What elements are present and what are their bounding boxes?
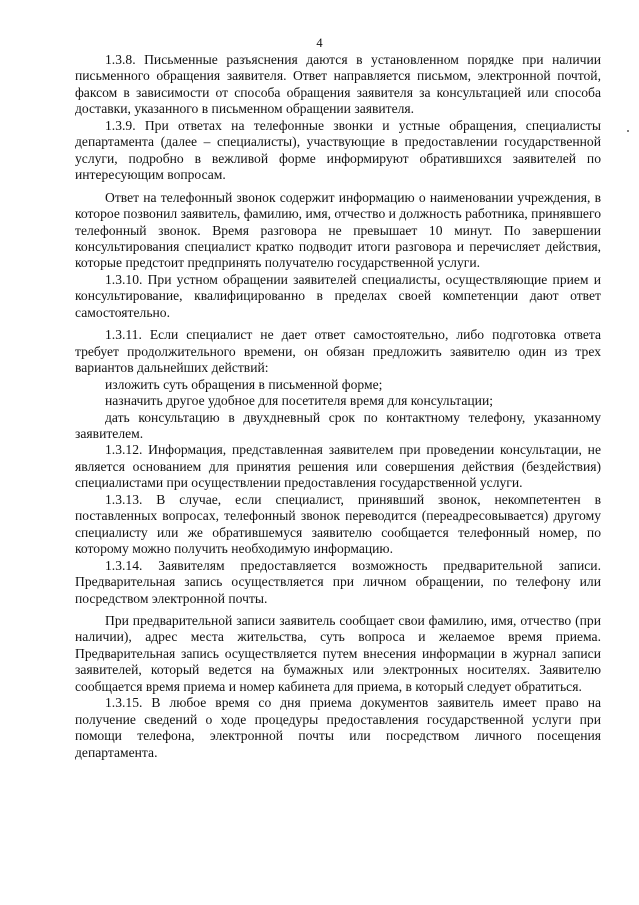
paragraph-1-3-13: 1.3.13. В случае, если специалист, принявший звонок, некомпетентен в поставленных вопросах, телефонный звонок переводится (переадресовывается) другому специалисту или же обратившемуся заявителю сообщается телефонный номер, по которому можно получить необходимую информацию. xyxy=(75,491,601,557)
list-item-other-time: назначить другое удобное для посетителя время для консультации; xyxy=(105,393,494,409)
document-body xyxy=(75,52,601,761)
paragraph-1-3-9: 1.3.9. При ответах на телефонные звонки и устные обращения, специалисты департамента (далее – специалисты), участвующие в предоставлении государственной услуги, подробно в вежливой форме информируют обратившихся заявителей по интересующим вопросам. xyxy=(75,117,601,183)
paragraph-preliminary-record: При предварительной записи заявитель сообщает свои фамилию, имя, отчество (при наличии), адрес места жительства, суть вопроса и желаемое время приема. Предварительная запись осуществляется путем внесения информации в журнал записи заявителей, который ведется на бумажных или электронных носителях. Заявителю сообщается время приема и номер кабинета для приема, в который следует обратиться. xyxy=(75,612,601,694)
paragraph-1-3-12: 1.3.12. Информация, представленная заявителем при проведении консультации, не является основанием для принятия решения или совершения действия (бездействия) специалистами при осуществлении предоставления государственной услуги. xyxy=(75,442,601,491)
paragraph-1-3-14: 1.3.14. Заявителям предоставляется возможность предварительной записи. Предварительная запись осуществляется при личном обращении, по телефону или посредством электронной почты. xyxy=(75,557,601,606)
list-item-written-form: изложить суть обращения в письменной форме; xyxy=(105,376,383,392)
paragraph-1-3-10: 1.3.10. При устном обращении заявителей специалисты, осуществляющие прием и консультирование, квалифицированно в пределах своей компетенции дают ответ самостоятельно. xyxy=(75,271,601,320)
paragraph-1-3-15: 1.3.15. В любое время со дня приема документов заявитель имеет право на получение сведений о ходе процедуры предоставления государственной услуги при помощи телефона, электронной почты или посредством личного посещения департамента. xyxy=(75,695,601,760)
page-number: 4 xyxy=(316,36,323,50)
list-item-phone-consultation: дать консультацию в двухдневный срок по контактному телефону, указанному заявителем. xyxy=(75,409,601,441)
paragraph-phone-answer: Ответ на телефонный звонок содержит информацию о наименовании учреждения, в которое позвонил заявитель, фамилию, имя, отчество и должность работника, принявшего телефонный звонок. Время разговора не превышает 10 минут. По завершении консультирования специалист кратко подводит итоги разговора и перечисляет действия, которые предстоит предпринять получателю государственной услуги. xyxy=(75,189,601,271)
paragraph-1-3-8: 1.3.8. Письменные разъяснения даются в установленном порядке при наличии письменного обращения заявителя. Ответ направляется письмом, электронной почтой, факсом в зависимости от способа обращения заявителя за консультацией или способа доставки, указанного в письменном обращении заявителя. xyxy=(75,52,601,117)
scan-mark xyxy=(627,130,629,132)
paragraph-1-3-11: 1.3.11. Если специалист не дает ответ самостоятельно, либо подготовка ответа требует продолжительного времени, он обязан предложить заявителю один из трех вариантов дальнейших действий: xyxy=(75,327,601,376)
